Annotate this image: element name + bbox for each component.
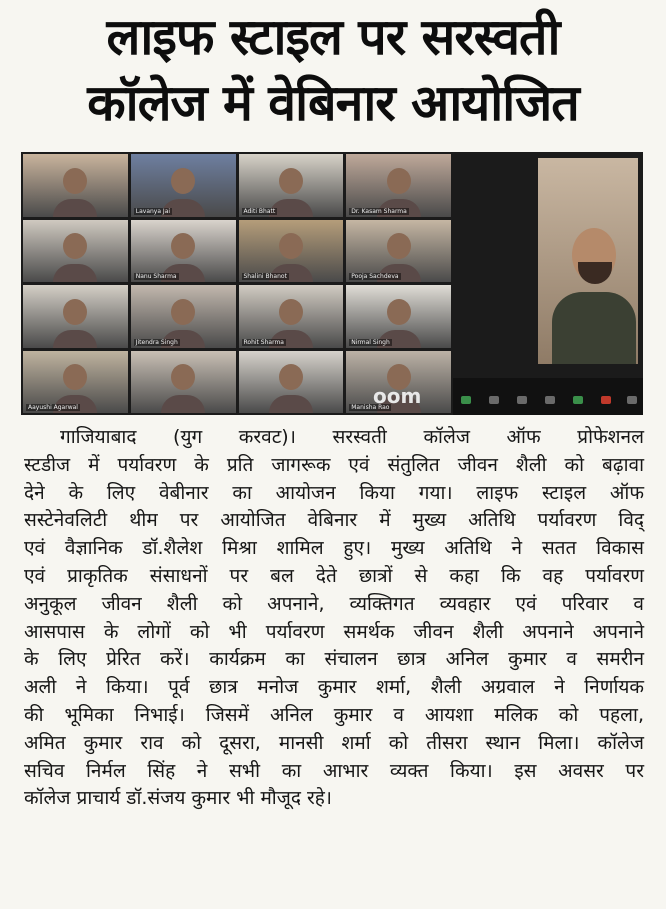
participant-tile (239, 220, 344, 283)
participant-name: Manisha Rao (351, 404, 390, 411)
headline-line-1: लाइफ स्टाइल पर सरस्वती (106, 8, 560, 66)
participant-head (279, 233, 303, 259)
participant-grid (21, 152, 453, 415)
headline (0, 4, 666, 136)
article-line: गाजियाबाद (युग करवट)। सरस्वती कॉलेज ऑफ प्रोफेशनल (60, 426, 644, 448)
participant-head (279, 299, 303, 325)
article-line: अली ने किया। पूर्व छात्र मनोज कुमार शर्मा, शैली अग्रवाल ने निर्णायक (24, 676, 644, 699)
article-line: एवं वैज्ञानिक डॉ.शैलेश मिश्रा शामिल हुए। मुख्य अतिथि ने सतत विकास (24, 537, 644, 560)
article-line: के लिए प्रेरित करें। कार्यक्रम का संचालन छात्र अनिल कुमार व समरीन (24, 648, 644, 671)
participant-tile (239, 154, 344, 217)
participant-tile (23, 220, 128, 283)
participant-tile (23, 154, 128, 217)
participant-tile (131, 351, 236, 414)
zoom-video-icon (489, 396, 499, 404)
participant-tile (131, 154, 236, 217)
participant-tile (239, 351, 344, 414)
zoom-reactions-icon (627, 396, 637, 404)
participant-tile (239, 285, 344, 348)
zoom-share-icon (573, 396, 583, 404)
participant-head (171, 168, 195, 194)
participant-tile (23, 351, 128, 414)
participant-name: Rohit Sharma (243, 338, 284, 346)
participant-name: Aditi Bhatt (243, 207, 276, 215)
participant-head (279, 168, 303, 194)
article-line: अनुकूल जीवन शैली को अपनाने, व्यक्तिगत व्यवहार एवं परिवार व (24, 592, 644, 615)
participant-name: Aayushi Agarwal (28, 404, 78, 411)
participant-name: Nanu Sharma (135, 273, 177, 280)
participant-tile (346, 220, 451, 283)
participant-tile (23, 285, 128, 348)
participant-name: Nirmal Singh (351, 338, 390, 346)
participant-name: Pooja Sachdeva (351, 273, 399, 280)
zoom-participants-icon (545, 396, 555, 404)
zoom-security-icon (517, 396, 527, 404)
zoom-watermark: oom (373, 384, 422, 408)
headline-line-2: कॉलेज में वेबिनार आयोजित (87, 74, 579, 132)
participant-head (171, 299, 195, 325)
article-line: एवं प्राकृतिक संसाधनों पर बल देते छात्रों से कहा कि वह पर्यावरण (24, 564, 644, 587)
participant-head (387, 299, 411, 325)
speaker-body (552, 292, 636, 364)
participant-head (63, 299, 87, 325)
participant-name: Lavanya Jai (135, 207, 171, 215)
article-line: आसपास के लोगों को भी पर्यावरण समर्थक जीवन शैली अपनाने अपनाने (24, 620, 644, 643)
participant-tile (346, 285, 451, 348)
participant-tile (131, 220, 236, 283)
article-line: सस्टेनेवलिटी थीम पर आयोजित वेबिनार में मुख्य अतिथि पर्यावरण विद् (24, 509, 644, 532)
participant-head (387, 168, 411, 194)
participant-head (387, 233, 411, 259)
article-line: देने के लिए वेबीनार का आयोजन किया गया। लाइफ स्टाइल ऑफ (24, 481, 644, 504)
participant-name: Shalini Bhanot (243, 273, 287, 280)
article-line: सचिव निर्मल सिंह ने सभी का आभार व्यक्त किया। इस अवसर पर (24, 759, 644, 782)
participant-head (63, 168, 87, 194)
participant-name: Jitendra Singh (135, 338, 178, 346)
participant-head (279, 364, 303, 390)
article-line: की भूमिका निभाई। जिसमें अनिल कुमार व आयशा मलिक को पहला, (24, 703, 644, 726)
webinar-screenshot-photo (21, 152, 643, 415)
participant-tile (131, 285, 236, 348)
zoom-mute-icon (461, 396, 471, 404)
speaker-video-tile (538, 158, 638, 364)
participant-name: Dr. Kasam Sharma (351, 207, 407, 215)
article-body (24, 424, 644, 813)
zoom-end-icon (601, 396, 611, 404)
article-line: अमित कुमार राव को दूसरा, मानसी शर्मा को तीसरा स्थान मिला। कॉलेज (24, 731, 644, 754)
participant-tile (346, 154, 451, 217)
speaker-beard (578, 262, 612, 284)
article-line: स्टडीज में पर्यावरण के प्रति जागरूक एवं संतुलित जीवन शैली को बढ़ावा (24, 453, 644, 476)
article-line: कॉलेज प्राचार्य डॉ.संजय कुमार भी मौजूद रहे। (24, 787, 333, 810)
